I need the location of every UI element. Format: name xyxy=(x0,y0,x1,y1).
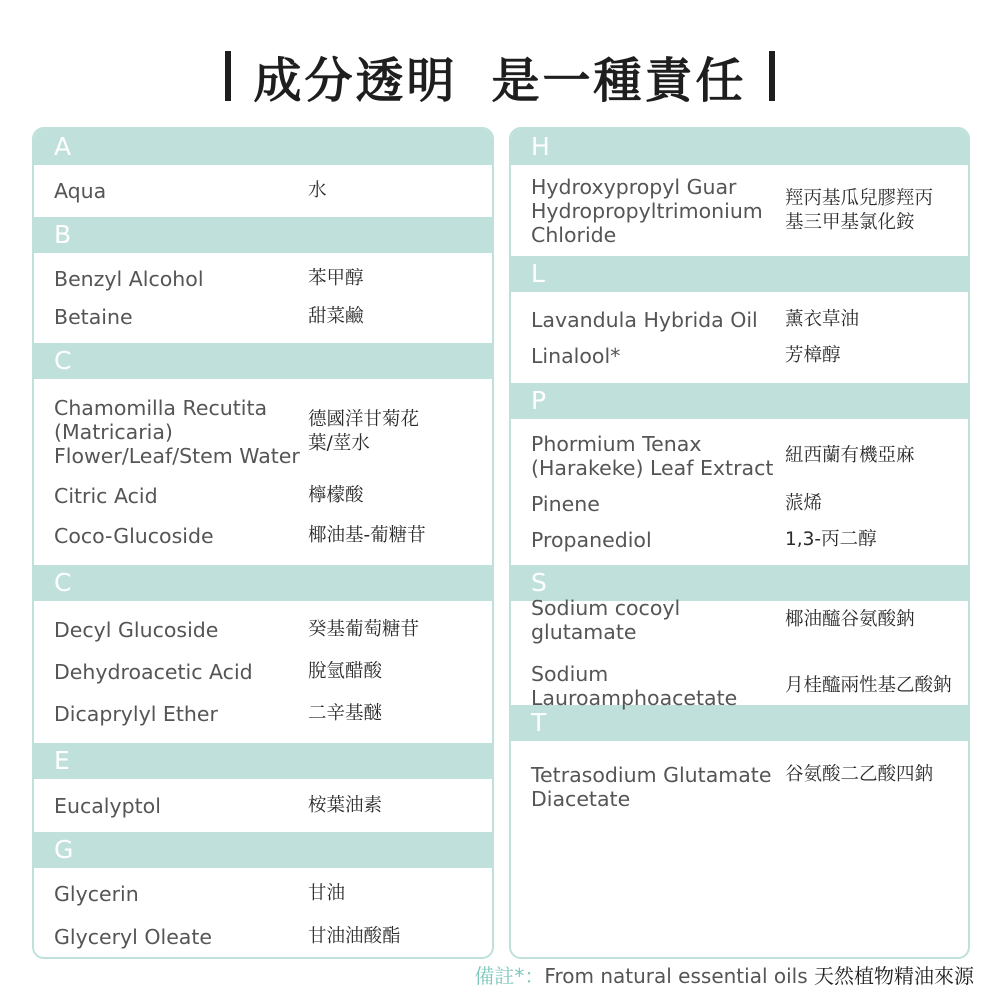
ingredient-row xyxy=(34,660,492,684)
section-body-a xyxy=(34,165,492,217)
section-body-p xyxy=(511,419,968,565)
section-header-c: C xyxy=(34,343,492,379)
ingredient-row xyxy=(34,702,492,726)
ingredient-en: Chamomilla Recutita (Matricaria) Flower/Leaf/Stem Water xyxy=(54,396,300,468)
ingredient-zh: 紐西蘭有機亞麻 xyxy=(785,445,915,466)
ingredient-en: Tetrasodium Glutamate Diacetate xyxy=(531,763,772,811)
ingredient-zh: 桉葉油素 xyxy=(308,794,383,816)
section-body-g xyxy=(34,868,492,959)
section-header-t: T xyxy=(511,705,968,741)
ingredient-zh: 羥丙基瓜兒膠羥丙基三甲基氯化銨 xyxy=(785,187,934,233)
ingredient-en: Pinene xyxy=(531,492,600,516)
ingredient-row xyxy=(34,396,492,468)
section-body-h xyxy=(511,165,968,256)
ingredient-zh: 二辛基醚 xyxy=(308,703,383,724)
title-bar-left xyxy=(225,51,231,101)
ingredient-row xyxy=(34,925,492,949)
ingredient-zh: 椰油醯谷氨酸鈉 xyxy=(785,609,915,630)
ingredient-en: Propanediol xyxy=(531,528,652,552)
ingredient-row xyxy=(34,618,492,642)
ingredient-en: Eucalyptol xyxy=(54,793,161,818)
section-body-t xyxy=(511,741,968,831)
ingredient-en: Hydroxypropyl Guar Hydropropyltrimonium Chloride xyxy=(531,174,763,247)
section-header-b: B xyxy=(34,217,492,253)
section-header-l: L xyxy=(511,256,968,292)
ingredient-en: Coco-Glucoside xyxy=(54,524,214,548)
ingredient-row xyxy=(34,267,492,291)
ingredient-zh: 1,3-丙二醇 xyxy=(785,529,877,550)
section-header-s: S xyxy=(511,565,968,601)
ingredient-en: Betaine xyxy=(54,305,133,329)
title-bar-right xyxy=(769,51,775,101)
ingredient-zh: 芳樟醇 xyxy=(785,344,841,366)
ingredient-row xyxy=(511,308,968,332)
ingredient-row xyxy=(511,175,968,247)
ingredient-zh: 谷氨酸二乙酸四鈉 xyxy=(785,764,934,785)
section-body-e xyxy=(34,779,492,832)
ingredient-row xyxy=(511,763,968,811)
ingredient-zh: 甘油 xyxy=(308,883,346,904)
ingredient-row xyxy=(511,344,968,368)
ingredient-row xyxy=(34,882,492,906)
ingredient-en: Glycerin xyxy=(54,882,139,906)
section-body-c2 xyxy=(34,601,492,743)
ingredient-en: Aqua xyxy=(54,179,107,203)
section-header-g: G xyxy=(34,832,492,868)
ingredient-zh: 蒎烯 xyxy=(785,493,823,514)
ingredient-en: Phormium Tenax (Harakeke) Leaf Extract xyxy=(531,432,774,480)
ingredient-row xyxy=(34,794,492,818)
section-body-s xyxy=(511,596,968,710)
ingredient-en: Lavandula Hybrida Oil xyxy=(531,307,758,332)
ingredient-row xyxy=(34,524,492,548)
ingredient-row xyxy=(511,432,968,480)
ingredient-row xyxy=(34,179,492,203)
ingredient-zh: 癸基葡萄糖苷 xyxy=(308,619,420,640)
section-header-c2: C xyxy=(34,565,492,601)
ingredient-zh: 苯甲醇 xyxy=(308,268,364,289)
section-header-e: E xyxy=(34,743,492,779)
title-part2: 是一種責任 xyxy=(491,52,747,109)
section-body-l xyxy=(511,292,968,383)
ingredient-zh: 椰油基-葡糖苷 xyxy=(308,525,426,546)
title-part1: 成分透明 xyxy=(253,52,458,109)
ingredient-zh: 甘油油酸酯 xyxy=(308,926,401,947)
ingredient-en: Linalool* xyxy=(531,343,621,368)
ingredients-panel-right xyxy=(509,127,970,959)
ingredient-en: Sodium Lauroamphoacetate xyxy=(531,662,738,710)
section-header-p: P xyxy=(511,383,968,419)
footnote-label: 備註*： xyxy=(474,964,545,988)
ingredient-zh: 甜菜鹼 xyxy=(308,306,364,327)
ingredient-en: Benzyl Alcohol xyxy=(54,267,204,291)
section-body-b xyxy=(34,253,492,343)
ingredients-panel-left xyxy=(32,127,494,959)
ingredient-row xyxy=(511,662,968,710)
ingredient-zh: 水 xyxy=(308,180,327,201)
ingredient-row xyxy=(511,492,968,516)
ingredient-row xyxy=(511,596,968,644)
ingredient-en: Dehydroacetic Acid xyxy=(54,660,253,684)
ingredient-zh: 脫氫醋酸 xyxy=(308,661,383,682)
ingredient-row xyxy=(34,305,492,329)
ingredient-zh: 月桂醯兩性基乙酸鈉 xyxy=(785,675,952,696)
section-header-h: H xyxy=(511,129,968,165)
ingredient-zh: 薰衣草油 xyxy=(785,308,860,330)
ingredient-en: Citric Acid xyxy=(54,484,158,508)
ingredient-en: Glyceryl Oleate xyxy=(54,925,213,949)
footnote-text: From natural essential oils xyxy=(544,964,808,988)
ingredient-zh: 德國洋甘菊花葉/莖水 xyxy=(308,409,420,454)
section-header-a: A xyxy=(34,129,492,165)
section-body-c xyxy=(34,379,492,565)
ingredient-en: Dicaprylyl Ether xyxy=(54,702,218,726)
ingredient-en: Sodium cocoyl glutamate xyxy=(531,596,681,644)
ingredient-zh: 檸檬酸 xyxy=(308,485,364,506)
ingredient-row xyxy=(34,484,492,508)
footnote-zh: 天然植物精油來源 xyxy=(814,964,974,988)
ingredient-row xyxy=(511,528,968,552)
page-title xyxy=(0,38,1000,114)
ingredient-en: Decyl Glucoside xyxy=(54,618,219,642)
footnote xyxy=(474,962,974,990)
